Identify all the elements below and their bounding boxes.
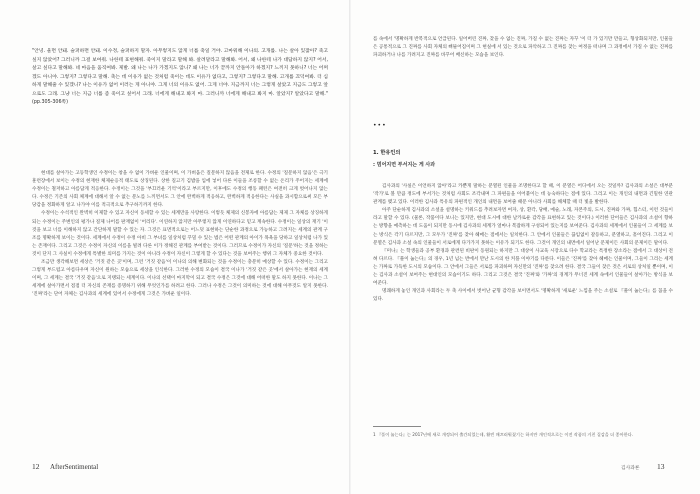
section-break-dots: ••• (373, 122, 387, 129)
page-number: 13 (657, 462, 665, 471)
paragraph: 『미나』는 학생들과 공부 환경과 관련된 비판이 동원되는 하지만 그 대상이 사교육 시장으로 다수 학교라는 특정한 장소라는 점에서 그 대상이 전혀 다르다. 『풀이 눕는다』의 경우, 1년 넘는 반에서 만난 도시의 한 커플 이야기를 다룬다. 이들은 '진짜'를 찾아 헤매는 인물이며, 그들이 그리는 세계는 가짜로 가득한 도시의 모습이다. 그 안에서 그들은 서로를 파괴하며 자신만의 '진짜'를 찾으려 한다. 결국 그들이 찾은 것은 서로의 상처일 뿐이며, 이는 김사과 소설이 보여주는 현대인의 모습이기도 하다. 그리고 그것은 결국 '진짜'와 '가짜'의 경계가 무너진 세계 속에서 인물들이 살아가는 방식을 보여준다. (373, 248, 673, 287)
right-page (351, 0, 700, 494)
left-page (0, 0, 349, 494)
left-body (32, 170, 328, 300)
subsection-heading: : 멈어지면 부서지는 게 사과 (373, 162, 436, 168)
paragraph: 를 속에서 '명확하게 반복적으로 언급된다. 일어버린 진짜, 찾을 수 없는 진짜, 가질 수 없는 진짜는 자꾸 '이 더 가 있기만 만들고, 형상화되지만, 인물들은 공통적으로 그 진짜를 사회 자체의 삐뚤어짐이며 그 현실에 서 있는 것으로 파악하고 그 진짜를 찾는 여정을 떠나며 그 과정에서 가질 수 없는 진짜를 파괴하거나 나를 가려지고 진짜를 바꾸어 배신하는 모습을 보인다. (373, 37, 673, 59)
paragraph: 수정이는 수석적인 완벽히 이제할 수 있고 자신이 동세할 수 있는 세계만을 사랑한다. 이렇듯 체제의 신봉자에 아름답는 제제 그 자체를 상징하게 되는 수정이는 주변인의 평가나 질제 나어를 판재없이 '어리다'. 이연하지 않지만 아무렇지 않게 이연하다고 믿고 계속한다. 수정이는 일상의 재기 '이 것을 보고 너를 이해하지 않고 간단하게 말할 수 있는 자. 그것은 표면적으로는 어느덧 표현하는 단순한 과정으로 가능하고 그려지는 세계의 관계 구조를 명확하게 보이는 것이다. 세계에서 수정이 수정 아비 그 부녀를 일상처럼 꾸밀 수 있는 법은 어떤 관계의 아이가 목욕을 당하고 일상처럼 나가 있는 존재이다. 그리고 그것은 수정이 자신의 이름을 빌려 다른 이가 정해진 관계를 부여받는 것이다. 그러므로 수정이가 자신의 '질문'하는 것을 정하는 것이 단지 그 사실이 수정에게 특별한 의미를 가지는 것이 아니라 수정이 자신이 그렇게 할 수 있다는 것을 보여주는 행위 그 자체가 중요한 것이다. (32, 211, 328, 257)
page-number: 12 (32, 462, 40, 471)
running-title: AfterSentimental (50, 462, 99, 471)
footnote: 1 『풀이 눕는다』는 2017년에 새로 개정되어 출간되었는데, 활빈 매끄러워졌기는 하지만 개인적으로는 이전 작품의 거친 질감을 더 좋아한다. (373, 432, 634, 437)
block-quote (32, 48, 328, 108)
section-heading: 1. 한유인의 (373, 150, 401, 156)
paragraph: 아주 단순하게 김사과의 소설을 설명하는 키워드를 추려보자면 여자, 상, 환각, 당배, 예술, 노래, 자본주의, 도시, 진짜와 가짜, 힙스터, 이런 것들이라고 말할 수 있다. (물론, 작품이다 보니는 있지만, 현대 도시에 대한 날카로운 감각을 표현하고 있는 것이다.) 이러한 단어들은 김사과의 소설이 향하는 방향을 예측하는 데 도움이 되지만 동시에 김사과의 세계가 얼마나 복잡하게 구성되어 있는지를 보여준다. 김사과의 세계에서 인물들이 그 세계를 보는 방식은 각기 다르지만, 그 모두가 '진짜'를 찾아 헤매는 점에서는 일치한다. 그 안에서 인물들은 끊임없이 갈등하고, 분열하고, 흩어진다. 그리고 이 분열은 김사과 소설 속의 인물들이 서로에게 다가가지 못하는 이유가 되기도 한다. 그것이 개인의 내면에서 일어난 문제이든 사회의 문제이든 말이다. (373, 208, 673, 246)
right-body (373, 183, 673, 304)
paragraph: 현대를 살아가는 고등학생인 수정이는 창을 수 없이 가벼운 인물이며, 이 가벼움은 질문하지 않음을 전제로 한다. 수정의 '질문하지 않음'은 극기훈련장에서 보이는 수정의 현재한 체제순응적 태도로 상징된다. 상한 질고기 김밥을 입에 넣어 다른 이들을 조롱할 수 없는 온리가 주어지는 세계에 수정이는 철저하고 아름답게 적응한다. 수정이는 그것을 '부끄러운 기억'이라고 부르지만, 이후에도 수정의 행동 패턴은 여전히 크게 벗어나지 않는다. 수정은 기존의 사회 체계에 대해서 알 수 없는 분노를 느끼면서도 그 안에 완벽하게 적응하고, 완벽하게 적응한다는 사실을 과시함으로써 모든 부당감을 정화하게 알고 나가야 이를 적극적으로 추구하기까지 한다. (32, 171, 328, 209)
paragraph: 명쾌하게 놓인 개인과 사회라는 두 축 사이에서 벗어난 균형 감각을 보이면서도 '명확하게 '새로운' 느낌을 주는 소설로 『풀이 눕는다』를 꼽을 수 있다. (373, 289, 673, 303)
paragraph: 조금만 생각해보면 세상은 '거짓 같은 곳'이며, 그런 '거짓 같음'이 이나의 의해 변화되는 것을 수정이는 충분히 예상할 수 있다. 수정이는 그리고 그렇게 부드럽고 아름다우며 자신이 원하는 모습으로 세상을 인식한다. 그러한 수정의 모습이 결국 이나가 '거짓 같은 곳'에서 살아가는 현재의 세계이며, 그 세계는 결국 '거짓 같음'으로 지탱되는 세계이다. 이나의 선택이 마지막이 되고 결국 수정은 그것에 대해 어떠한 말도 하지 못한다. 이나는 그 세계에 살아가면서 점점 더 자신의 존재를 증명하기 위해 무엇인가를 하려고 한다. 그러나 수정은 그것이 의미하는 것에 대해 아무것도 알지 못한다. '진짜'라는 단어 자체는 김사과의 세계에 있어서 수정에게 그것은 가벼운 일이다. (32, 260, 328, 298)
quote-text: "안녕. 울면 안돼. 슬퍼하면 안돼. 이수정, 슬퍼하지 말자. 아무렇지도 않게 너를 축일 거야. 고마워해 이나의. 고개를. 나는 살아 있잖아? 죽고 싶지 않았어? 그러니까 그걸 보여줘. 나한테 표현해줘. 죽이지 말라고 말해 봐. 살려달라고 말해봐. 어서, 왜 나한테 나가 대답하지 않지? 어서, 살고 싶다고 말해봐. 네 마음을 움직여봐. 제발. 왜 나는 나가 가겠지도 않니? 왜 나는 너가 끝까지 안돌아가 하겠지? 느끼지 못하니? 너는 어쩌겠도 아니야. 그렇지? 그렇다고 말해. 축는 데 이유가 없는 것처럼 죽이는 데도 이유가 없다고, 그렇지? 그렇다고 말해. 고개를 끄덕여봐. 더 심하게 말해줄 수 있겠니? 나는 이유가 없어 이러는 게 아니야. 그게 너의 이유도 없어. 그게 너야. 지금까지 너는 그렇게 살았고 지금도 그렇고 앞으로도 그래. 그냥 너는 지금 너를 좀 죽이고 싶어서 그래. 너에게 해내고 봐지 마. 그러니까 너에게 해내고 봐지 마. 알았지? 알았다고 말해."(pp.305-306쪽) (32, 49, 328, 105)
continued-paragraph (373, 36, 673, 60)
footnote-rule (373, 426, 421, 427)
paragraph: 김사과의 '사실은 이언하지 않아'라고 카뿐게 말하는 분열된 인물을 조명한다고 할 때, 이 분열은 어디에서 오는 것일까? 김사과의 소설은 대부분 '작가'로 볼 만큼 정도에 부서가는 것처럼 사회도 조각내며 그 파편들을 이어붙이는 데 능숙하다는 점에 있다. 그리고 이는 개인의 내면과 긴밀한 연관 관계를 맺고 있다. 이러한 김사과 특유의 파편적인 개인의 내면을 보여줄 때문 아니라 사회를 해체할 때 더 빛을 발한다. (373, 184, 673, 206)
running-title: 김사과론 (621, 466, 640, 471)
